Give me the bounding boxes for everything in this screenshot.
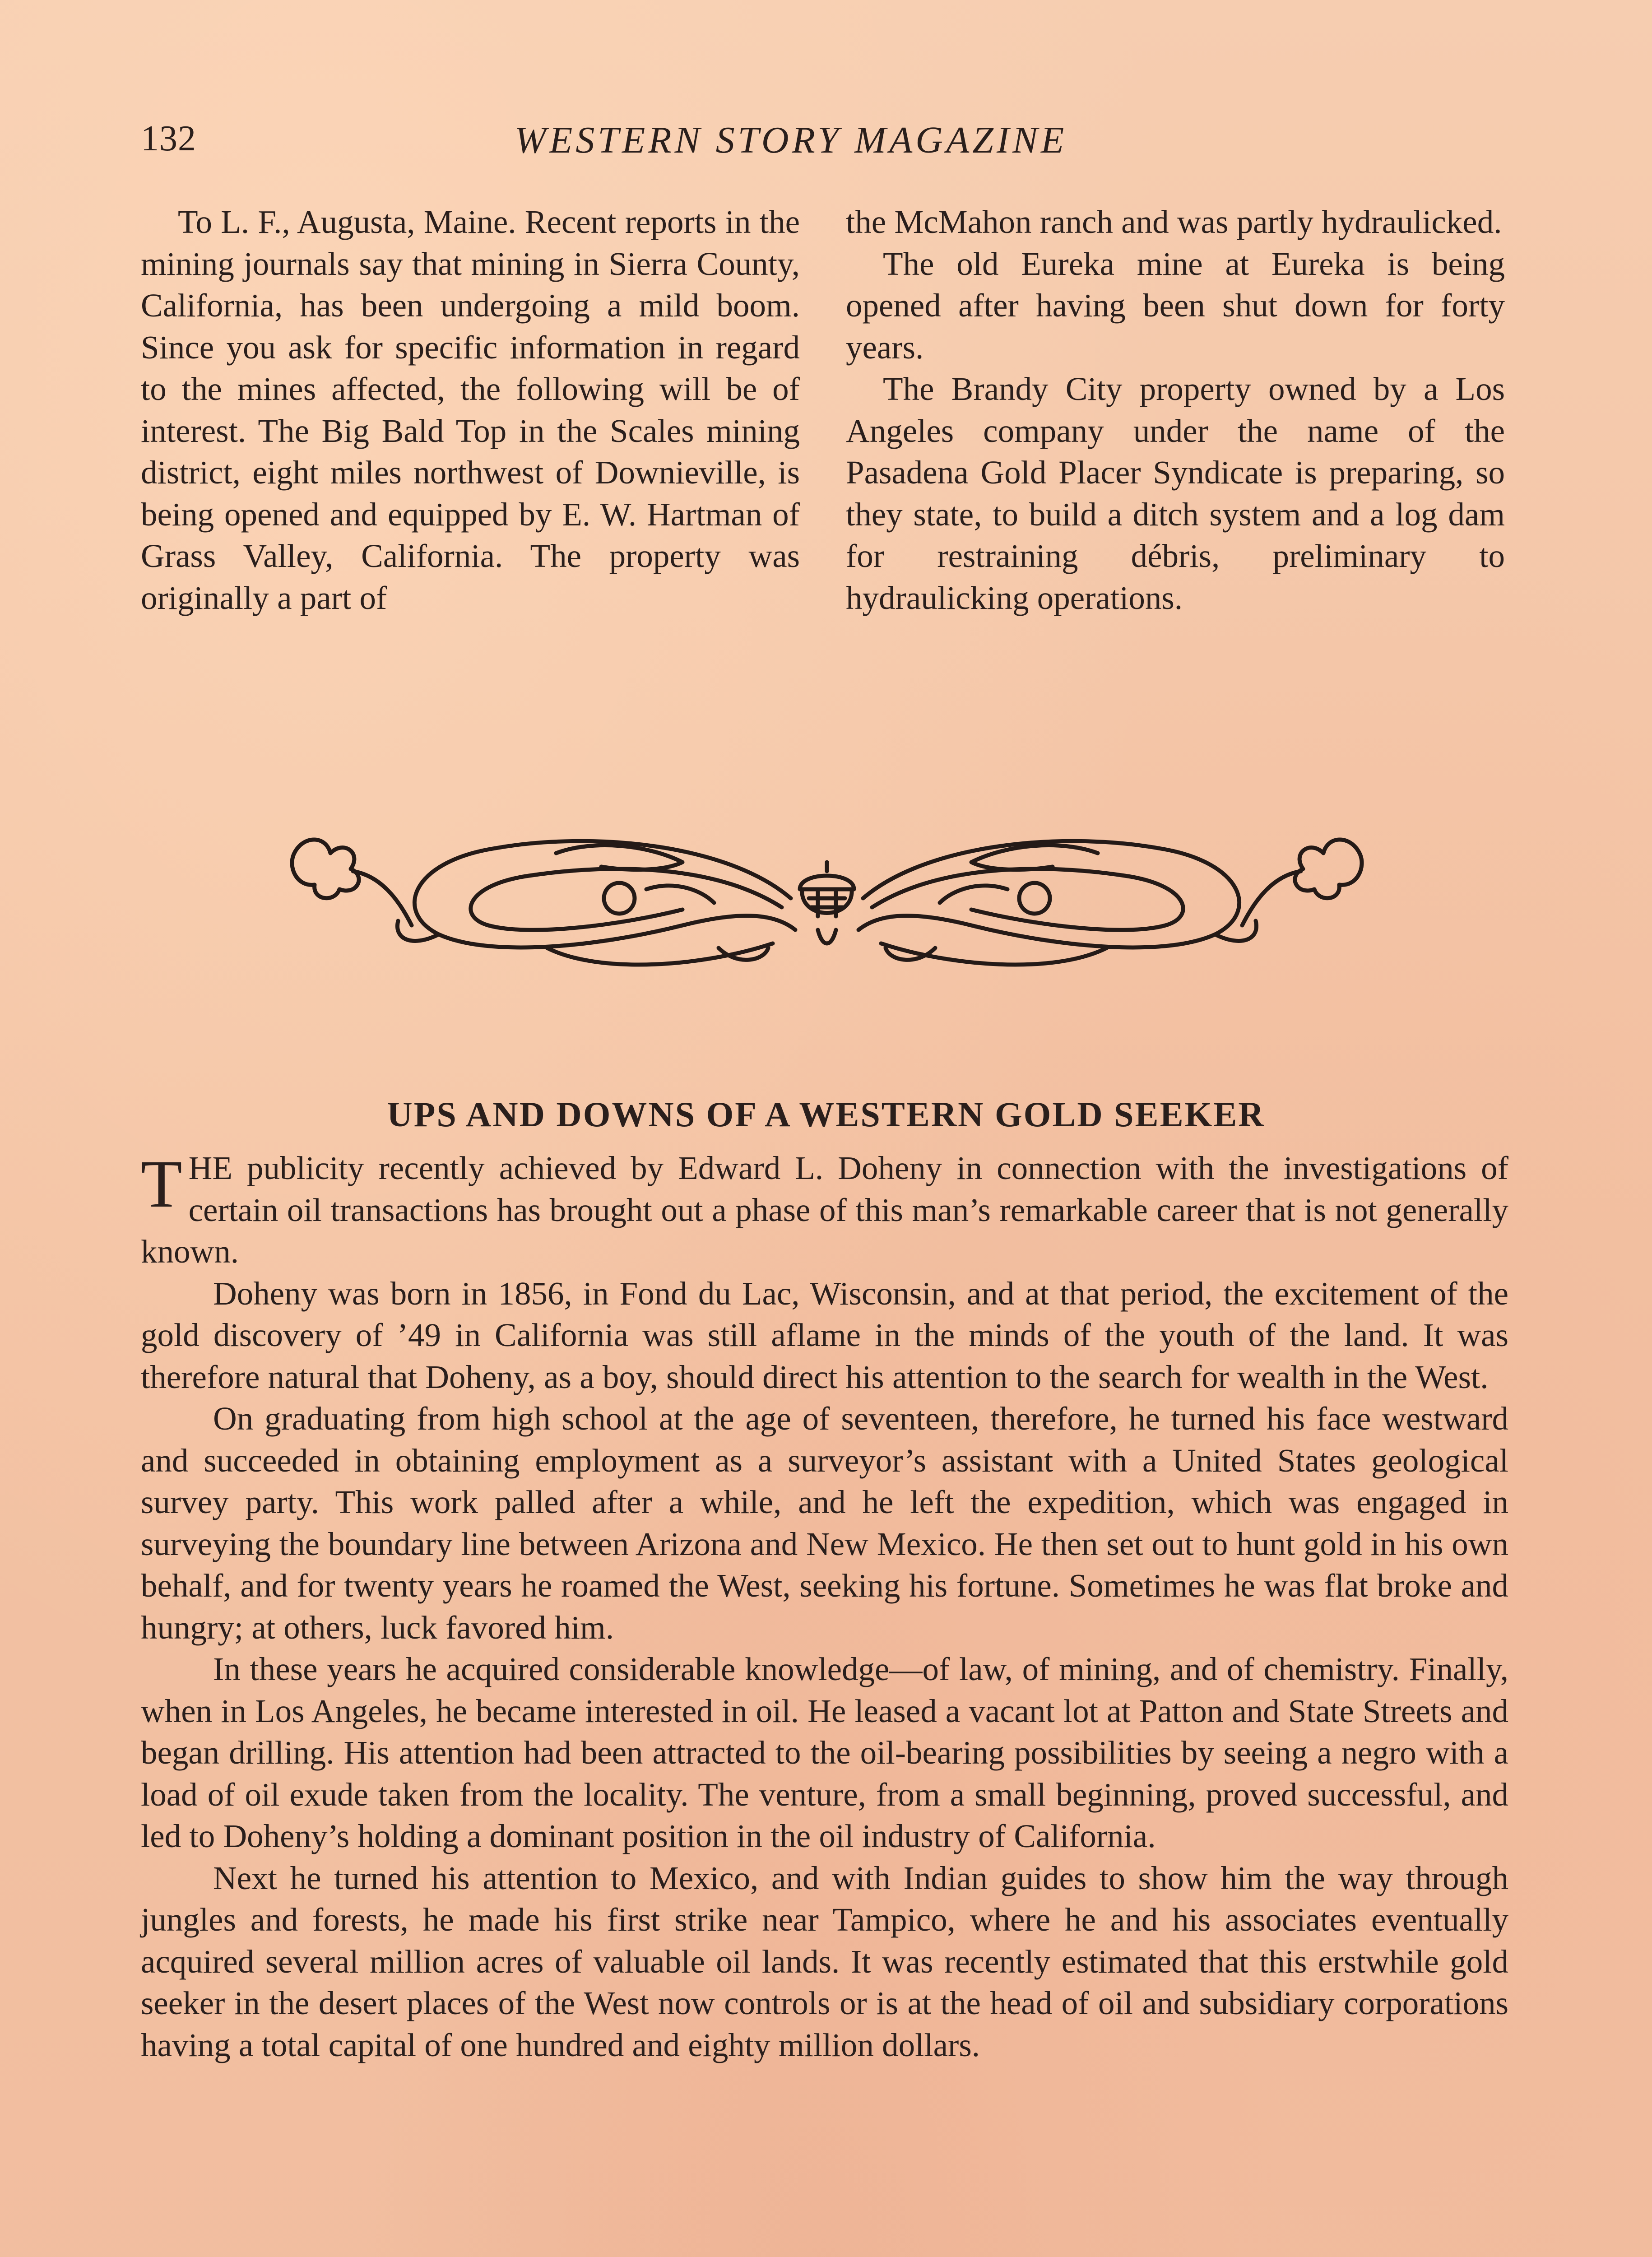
left-column-paragraph: To L. F., Augusta, Maine. Recent reports in the mining journals say that mining in Sierra County, California, has been undergoing a mild boom. Since you ask for specific information in regard to the mines affected, the following will be of interest. The Big Bald Top in the Scales mining district, eight miles northwest of Downieville, is being opened and equipped by E. W. Hartman of Grass Valley, California. The property was originally a part of	[141, 204, 800, 616]
page-number: 132	[141, 119, 196, 158]
floral-scroll-ornament-icon	[276, 813, 1378, 980]
drop-cap: T	[141, 1147, 182, 1221]
right-column-paragraph-2: The old Eureka mine at Eureka is being opened after having been shut down for forty years.	[846, 245, 1505, 366]
article-body	[141, 1147, 1508, 2066]
running-head-title: WESTERN STORY MAGAZINE	[515, 119, 1067, 161]
article-paragraph-2: Doheny was born in 1856, in Fond du Lac, Wisconsin, and at that period, the excitement of the gold discovery of ’49 in California was still aflame in the minds of the youth of the land. It was therefore natural that Doheny, as a boy, should direct his attention to the search for wealth in the West.	[141, 1275, 1508, 1395]
article-paragraph-1	[141, 1147, 1508, 1273]
article-paragraph-1-text: HE publicity recently achieved by Edward L. Doheny in connection with the investigations of certain oil transactions has brought out a phase of this man’s remarkable career that is not generally known.	[141, 1150, 1508, 1270]
right-column-paragraph-3: The Brandy City property owned by a Los Angeles company under the name of the Pasadena Gold Placer Syndicate is preparing, so they state, to build a ditch system and a log dam for restraining débris, preliminary to hydraulicking operations.	[846, 371, 1505, 616]
article-paragraph-4: In these years he acquired considerable knowledge—of law, of mining, and of chemistry. Finally, when in Los Angeles, he became interested in oil. He leased a vacant lot at Patton and State Streets and began drilling. His attention had been attracted to the oil-bearing possibilities by seeing a negro with a load of oil exude taken from the locality. The venture, from a small beginning, proved successful, and led to Doheny’s holding a dominant position in the oil industry of California.	[141, 1651, 1508, 1854]
article-title: UPS AND DOWNS OF A WESTERN GOLD SEEKER	[387, 1095, 1265, 1134]
right-column-paragraph-1: the McMahon ranch and was partly hydraulicked.	[846, 204, 1502, 240]
article-paragraph-3: On graduating from high school at the age of seventeen, therefore, he turned his face westward and succeeded in obtaining employment as a surveyor’s assistant with a United States geological survey party. This work palled after a while, and he left the expedition, which was engaged in surveying the boundary line between Arizona and New Mexico. He then set out to hunt gold in his own behalf, and for twenty years he roamed the West, seeking his fortune. Sometimes he was flat broke and hungry; at others, luck favored him.	[141, 1400, 1508, 1646]
right-column	[846, 201, 1505, 619]
left-column	[141, 201, 800, 619]
article-paragraph-5: Next he turned his attention to Mexico, and with Indian guides to show him the way through jungles and forests, he made his first strike near Tampico, where he and his associates eventually acquired several million acres of valuable oil lands. It was recently estimated that this erstwhile gold seeker in the desert places of the West now controls or is at the head of oil and subsidiary corporations having a total capital of one hundred and eighty million dollars.	[141, 1859, 1508, 2063]
